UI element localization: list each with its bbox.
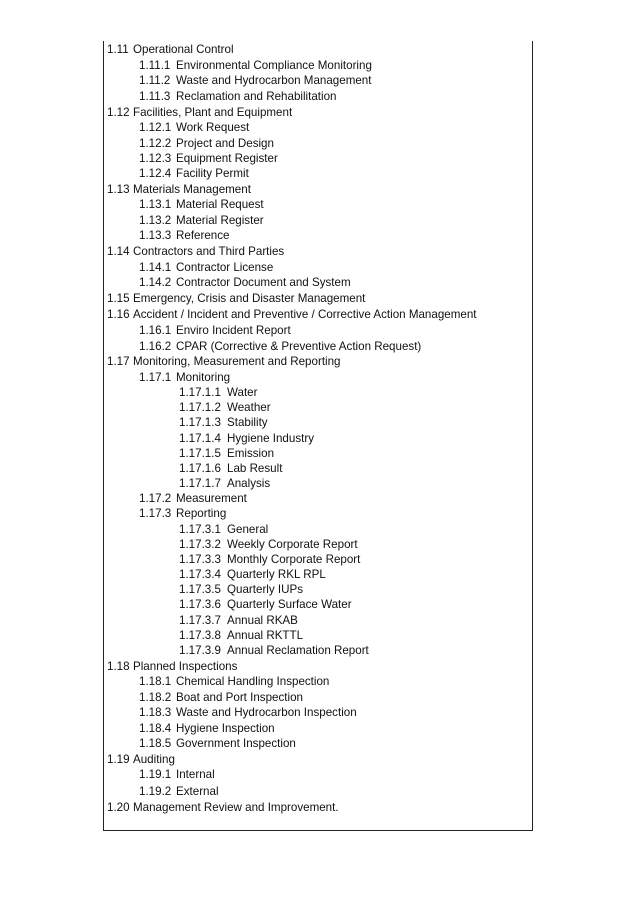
outline-number: 1.17.3.2 [179,538,221,551]
outline-text: Reporting [176,507,227,520]
outline-text: CPAR (Corrective & Preventive Action Request) [176,340,422,353]
outline-item [179,431,314,447]
outline-text: Waste and Hydrocarbon Management [176,74,372,87]
outline-number: 1.17.3.4 [179,568,221,581]
outline-text: General [227,523,269,536]
outline-item [139,339,421,355]
outline-number: 1.16.2 [139,340,172,353]
outline-number: 1.16.1 [139,324,172,337]
outline-item [139,213,264,229]
outline-number: 1.17.1.1 [179,386,221,399]
outline-text: Material Register [176,214,264,227]
outline-item [139,73,371,89]
outline-item [107,354,341,370]
outline-item [179,643,369,659]
outline-item [107,307,477,323]
outline-text: Planned Inspections [133,660,238,673]
outline-item [139,721,275,737]
outline-text: External [176,785,219,798]
outline-number: 1.17.3 [139,507,172,520]
outline-text: Hygiene Industry [227,432,314,445]
outline-number: 1.17.3.8 [179,629,221,642]
outline-text: Annual RKAB [227,614,298,627]
outline-number: 1.19.1 [139,768,172,781]
outline-item [179,385,258,401]
outline-item [179,567,326,583]
outline-item [139,690,303,706]
outline-item [139,674,329,690]
outline-item [179,582,303,598]
outline-item [139,275,351,291]
outline-item [139,166,249,182]
outline-number: 1.12.2 [139,137,172,150]
outline-text: Annual RKTTL [227,629,304,642]
outline-item [139,228,230,244]
outline-item [179,613,298,629]
outline-text: Weekly Corporate Report [227,538,358,551]
outline-item [139,491,247,507]
outline-number: 1.17.3.5 [179,583,221,596]
outline-text: Analysis [227,477,271,490]
outline-item [107,42,234,58]
outline-text: Government Inspection [176,737,296,750]
outline-text: Quarterly Surface Water [227,598,352,611]
outline-text: Lab Result [227,462,283,475]
outline-number: 1.20 [107,801,130,814]
outline-item [139,260,273,276]
outline-number: 1.17.2 [139,492,172,505]
outline-item [107,182,251,198]
outline-item [179,400,271,416]
outline-number: 1.17.1.7 [179,477,221,490]
outline-text: Facilities, Plant and Equipment [133,106,293,119]
outline-number: 1.13.3 [139,229,172,242]
outline-text: Measurement [176,492,247,505]
outline-text: Monitoring [176,371,231,384]
outline-number: 1.17.3.1 [179,523,221,536]
outline-number: 1.17.1.4 [179,432,221,445]
outline-text: Auditing [133,753,175,766]
outline-number: 1.18.2 [139,691,172,704]
outline-text: Material Request [176,198,264,211]
outline-text: Chemical Handling Inspection [176,675,330,688]
outline-text: Quarterly RKL RPL [227,568,326,581]
outline-item [139,151,278,167]
outline-text: Enviro Incident Report [176,324,291,337]
outline-text: Reclamation and Rehabilitation [176,90,337,103]
outline-text: Contractor Document and System [176,276,351,289]
outline-text: Emergency, Crisis and Disaster Management [133,292,366,305]
outline-number: 1.18.3 [139,706,172,719]
outline-number: 1.13.2 [139,214,172,227]
outline-number: 1.17 [107,355,130,368]
outline-text: Internal [176,768,215,781]
outline-number: 1.18.4 [139,722,172,735]
outline-item [139,58,372,74]
outline-text: Stability [227,416,268,429]
outline-item [139,705,357,721]
outline-number: 1.18.5 [139,737,172,750]
outline-number: 1.12.3 [139,152,172,165]
outline-text: Contractor License [176,261,274,274]
outline-number: 1.17.3.3 [179,553,221,566]
outline-text: Facility Permit [176,167,249,180]
outline-text: Quarterly IUPs [227,583,304,596]
outline-number: 1.18.1 [139,675,172,688]
outline-item [179,522,268,538]
outline-number: 1.12 [107,106,130,119]
outline-item [139,197,264,213]
outline-item [107,105,292,121]
outline-item [139,736,296,752]
outline-text: Annual Reclamation Report [227,644,369,657]
outline-number: 1.17.3.9 [179,644,221,657]
outline-number: 1.17.1.6 [179,462,221,475]
outline-text: Contractors and Third Parties [133,245,285,258]
outline-item [139,767,215,783]
outline-number: 1.15 [107,292,130,305]
outline-text: Monthly Corporate Report [227,553,361,566]
outline-number: 1.19.2 [139,785,172,798]
outline-text: Operational Control [133,43,234,56]
outline-number: 1.12.4 [139,167,172,180]
outline-item [139,136,274,152]
outline-text: Equipment Register [176,152,278,165]
outline-item [107,659,237,675]
outline-item [179,628,303,644]
outline-item [179,446,274,462]
outline-text: Hygiene Inspection [176,722,275,735]
outline-number: 1.12.1 [139,121,172,134]
outline-item [179,415,268,431]
outline-number: 1.11 [107,43,129,56]
outline-text: Accident / Incident and Preventive / Corrective Action Management [133,308,477,321]
outline-number: 1.19 [107,753,130,766]
outline-text: Work Request [176,121,250,134]
outline-item [139,784,219,800]
outline-item [139,120,249,136]
outline-number: 1.11.1 [139,59,171,72]
outline-number: 1.17.1 [139,371,172,384]
outline-item [179,597,352,613]
outline-number: 1.11.3 [139,90,171,103]
outline-item [139,323,291,339]
outline-item [179,476,270,492]
outline-number: 1.18 [107,660,130,673]
outline-item [107,244,284,260]
outline-text: Environmental Compliance Monitoring [176,59,372,72]
outline-text: Emission [227,447,275,460]
outline-number: 1.17.1.5 [179,447,221,460]
outline-number: 1.17.3.7 [179,614,221,627]
outline-item [107,800,339,816]
outline-text: Boat and Port Inspection [176,691,303,704]
outline-number: 1.11.2 [139,74,171,87]
outline-text: Reference [176,229,230,242]
outline-item [139,370,230,386]
outline-number: 1.16 [107,308,130,321]
outline-number: 1.13 [107,183,130,196]
outline-text: Water [227,386,258,399]
outline-item [179,552,360,568]
outline-text: Management Review and Improvement. [133,801,339,814]
outline-item [179,537,358,553]
outline-number: 1.17.1.2 [179,401,221,414]
outline-item [179,461,282,477]
outline-text: Weather [227,401,271,414]
outline-text: Monitoring, Measurement and Reporting [133,355,341,368]
outline-number: 1.13.1 [139,198,172,211]
outline-item [139,506,226,522]
outline-number: 1.14.1 [139,261,172,274]
outline-text: Waste and Hydrocarbon Inspection [176,706,357,719]
outline-number: 1.17.3.6 [179,598,221,611]
outline-frame [103,41,533,831]
outline-text: Project and Design [176,137,274,150]
outline-number: 1.17.1.3 [179,416,221,429]
outline-text: Materials Management [133,183,251,196]
outline-item [107,291,365,307]
outline-number: 1.14 [107,245,130,258]
outline-number: 1.14.2 [139,276,172,289]
outline-item [107,752,175,768]
outline-item [139,89,336,105]
